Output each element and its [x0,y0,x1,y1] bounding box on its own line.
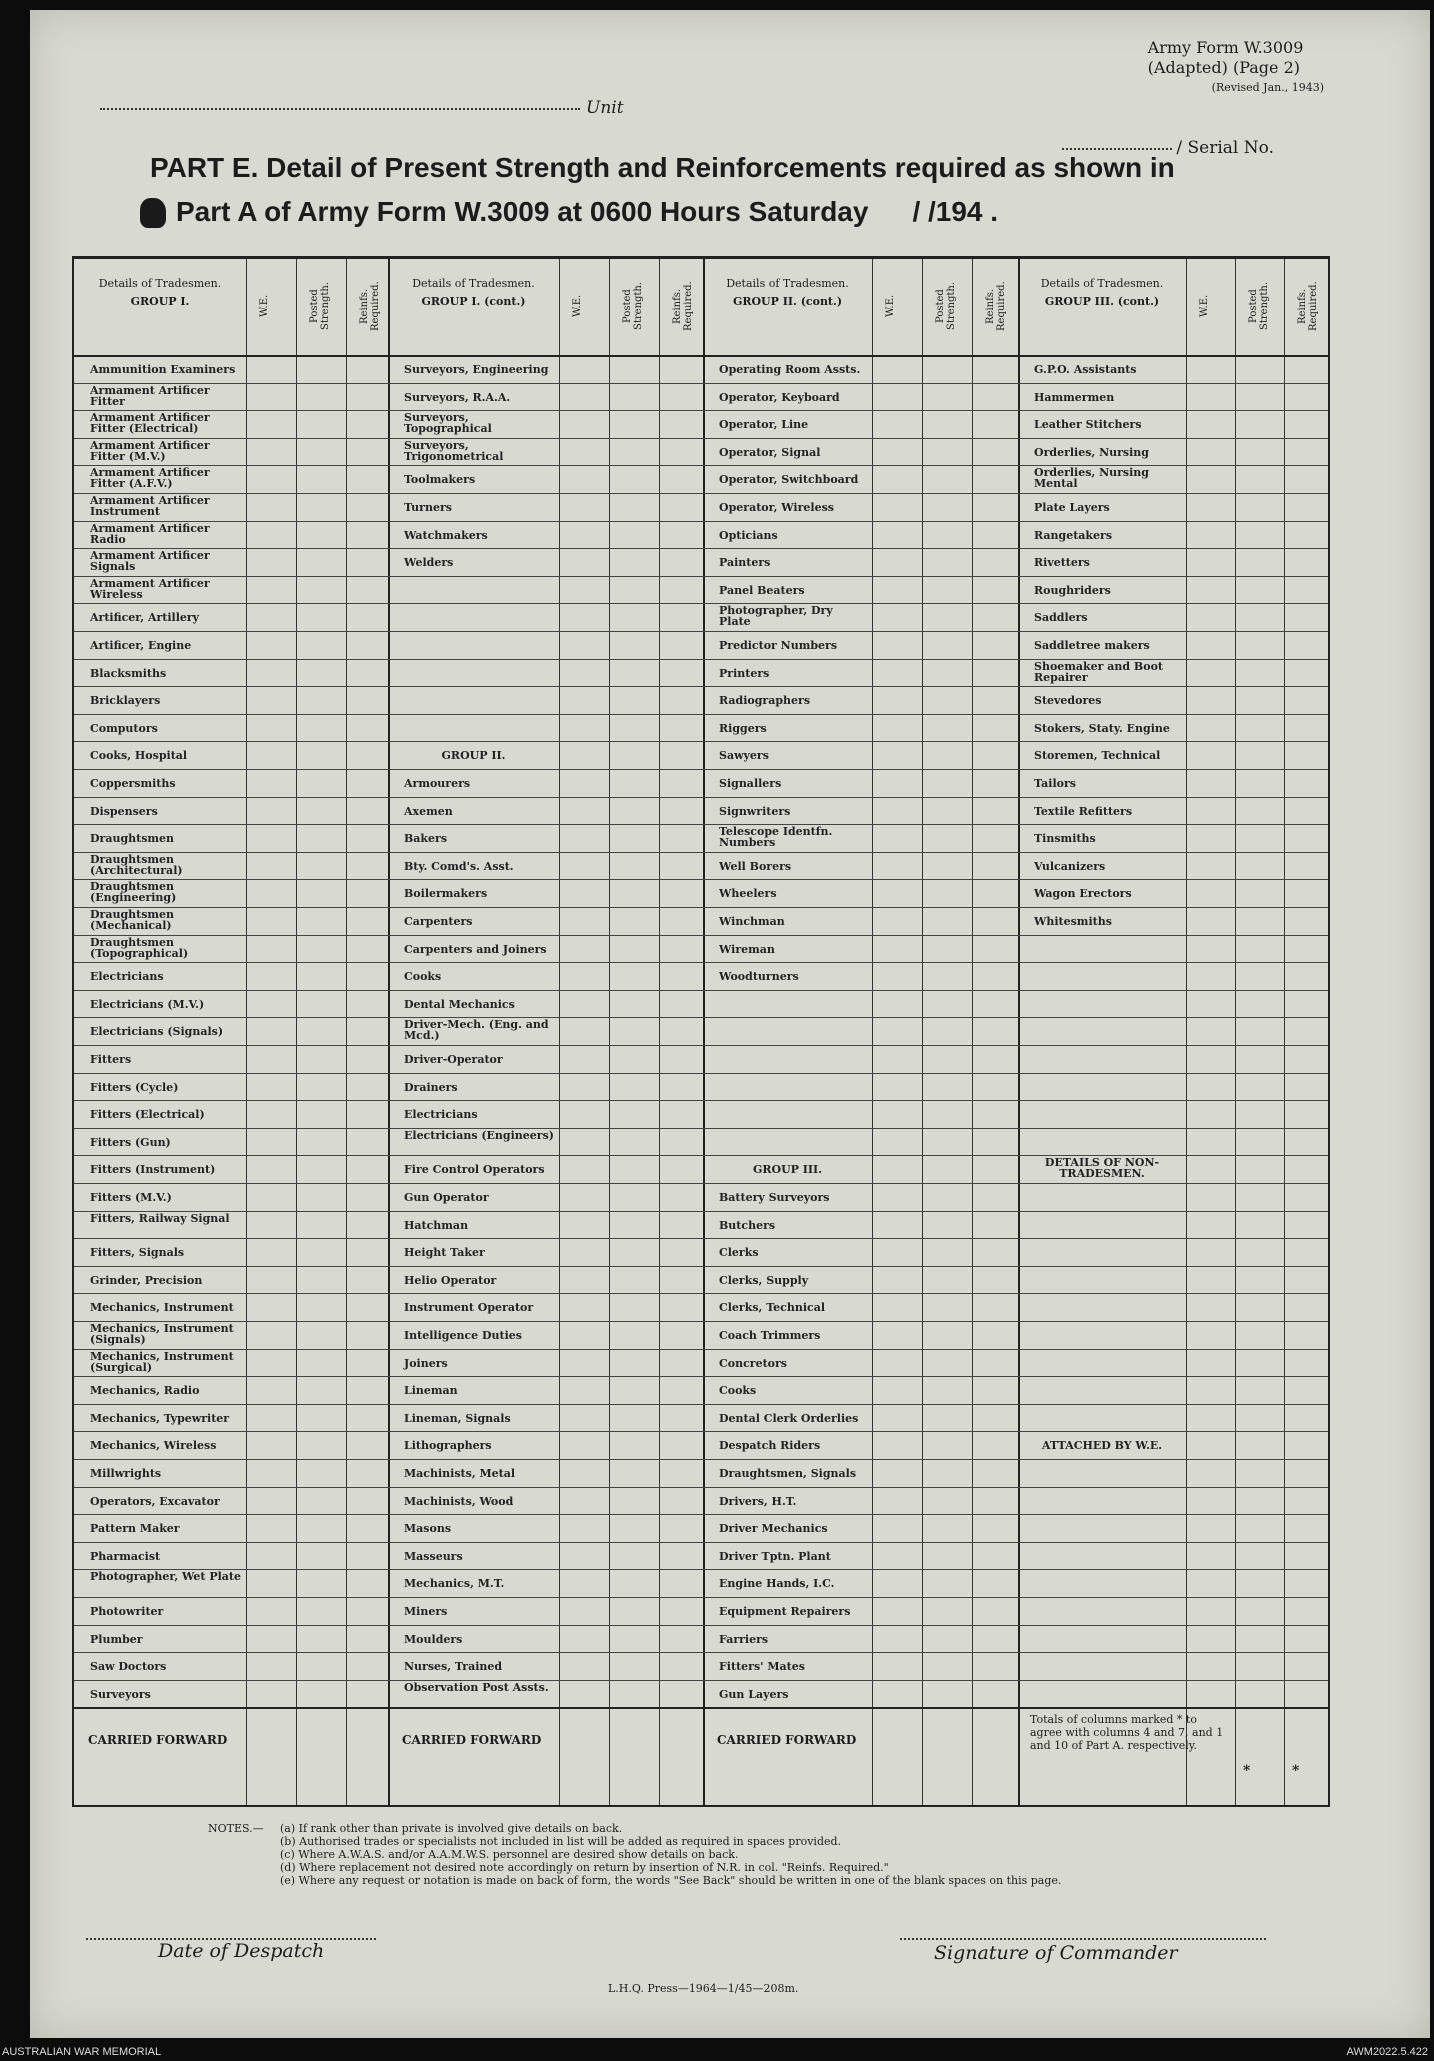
row-rule [74,686,1328,687]
row-label: Millwrights [90,1467,162,1480]
column-heading-posted: Posted Strength. [622,281,644,331]
row-label: Printers [719,666,770,680]
row-label: Operators, Excavator [90,1494,220,1508]
row-label: Observation Post Assts. [404,1680,549,1694]
credit-left: AUSTRALIAN WAR MEMORIAL [2,2046,162,2058]
row-label: Draughtsmen (Architectural) [90,852,183,877]
row-rule [74,521,1328,522]
row-label: Bricklayers [90,694,161,708]
row-label: Signwriters [719,804,791,818]
row-rule [74,935,1328,936]
column-divider [659,259,660,1805]
row-label: Mechanics, Instrument [90,1301,234,1315]
row-label: Lineman [404,1384,458,1398]
row-label: Artificer, Engine [90,639,192,652]
row-label: Gun Operator [404,1191,489,1204]
row-label: Electricians [90,970,164,984]
row-label: Coach Trimmers [719,1329,821,1342]
row-rule [74,631,1328,632]
note-item: (e) Where any request or notation is made on back of form, the words "See Back" should be written in one of the blank spaces on this page. [280,1874,1062,1887]
note-item: (b) Authorised trades or specialists not included in list will be added as required in spaces provided. [280,1835,842,1848]
column-heading-posted: Posted Strength. [1248,281,1270,331]
unit-blank [100,108,580,110]
row-label: Lithographers [404,1439,492,1453]
group-heading: GROUP III. (cont.) [1044,295,1160,308]
press-imprint: L.H.Q. Press—1964—1/45—208m. [608,1982,799,1995]
column-heading-we: W.E. [572,294,583,318]
row-label: Driver-Operator [404,1053,503,1066]
row-label: Driver Tptn. Plant [719,1549,831,1563]
row-label: Butchers [719,1218,776,1232]
totals-note: Totals of columns marked * to agree with columns 4 and 7, and 1 and 10 of Part A. respectively. [1030,1713,1224,1753]
group-divider [703,259,705,1805]
row-label: Telescope Identfn. Numbers [719,825,833,850]
details-of-tradesmen: Details of Tradesmen. [1040,277,1164,290]
row-rule [74,576,1328,577]
row-label: Plumber [90,1632,143,1646]
row-label: Lineman, Signals [404,1411,511,1425]
row-label: Armament Artificer Wireless [90,576,210,601]
row-label: Farriers [719,1632,769,1646]
row-label: Saw Doctors [90,1660,167,1674]
row-label: Fitters (Cycle) [90,1080,179,1094]
column-divider [246,259,247,1805]
row-label: Whitesmiths [1034,915,1112,928]
row-label: Armament Artificer Signals [90,549,210,574]
row-label: Battery Surveyors [719,1191,830,1204]
row-rule [74,1652,1328,1653]
row-label: Draughtsmen (Topographical) [90,935,189,960]
asterisk-mark: * [1243,1763,1251,1780]
note-item: (a) If rank other than private is involved give details on back. [280,1822,623,1835]
row-label: Opticians [719,528,778,542]
row-rule [74,1680,1328,1681]
row-label: Wireman [719,942,775,956]
column-heading-posted: Posted Strength. [309,281,331,331]
group-divider [1018,259,1020,1805]
row-label: Cooks, Hospital [90,749,188,763]
row-label: Ammunition Examiners [90,363,236,376]
column-heading-we: W.E. [1199,294,1210,318]
row-label: Orderlies, Nursing Mental [1034,466,1149,491]
row-label: Armament Artificer Fitter (A.F.V.) [90,466,210,491]
row-rule [74,1293,1328,1294]
row-label: Saddlers [1034,611,1088,625]
row-label: Operator, Switchboard [719,473,859,487]
note-item: (c) Where A.W.A.S. and/or A.A.M.W.S. personnel are desired show details on back. [280,1848,739,1861]
row-label: Surveyors, Engineering [404,363,549,376]
form-line-1: Army Form W.3009 [1147,38,1304,57]
row-rule [74,659,1328,660]
row-rule [74,1569,1328,1570]
row-label: Engine Hands, I.C. [719,1577,835,1591]
group-heading: GROUP I. [130,295,190,308]
row-label: Electricians (Signals) [90,1025,224,1039]
row-label: Fitters, Railway Signal [90,1211,230,1225]
row-label: Photowriter [90,1605,164,1618]
row-label: Sawyers [719,749,769,763]
row-label: Concretors [719,1356,787,1370]
form-line-2: (Adapted) (Page 2) [1147,58,1300,77]
row-label: Armament Artificer Fitter [90,383,210,408]
row-label: Carpenters [404,915,473,928]
row-label: Roughriders [1034,583,1111,597]
column-divider [296,259,297,1805]
row-label: Drainers [404,1080,458,1094]
row-label: Storemen, Technical [1034,749,1161,763]
row-label: Joiners [404,1356,448,1370]
unit-label: Unit [586,98,624,118]
row-label: Draughtsmen, Signals [719,1467,857,1480]
row-label: Fire Control Operators [404,1163,545,1177]
details-of-tradesmen: Details of Tradesmen. [726,277,849,290]
row-label: Operator, Signal [719,445,821,459]
row-label: Electricians (M.V.) [90,997,205,1011]
row-label: Surveyors, R.A.A. [404,390,511,404]
row-label: Masons [404,1522,452,1536]
row-label: Vulcanizers [1034,859,1106,873]
row-label: Blacksmiths [90,666,167,680]
column-divider [1186,259,1187,1805]
row-label: Surveyors, Topographical [404,411,492,436]
row-label: Woodturners [719,970,799,984]
column-heading-details [78,277,242,309]
row-label: Welders [404,556,454,570]
row-rule [74,962,1328,963]
row-label: Panel Beaters [719,583,805,597]
column-heading-we: W.E. [259,294,270,318]
row-label: Fitters (Electrical) [90,1108,205,1122]
row-label: Rangetakers [1034,528,1113,542]
row-label: Mechanics, Instrument (Surgical) [90,1349,234,1374]
row-label: Fitters (Instrument) [90,1163,216,1177]
row-rule [74,769,1328,770]
row-rule [74,1349,1328,1350]
row-label: Tinsmiths [1034,832,1096,846]
row-label: Mechanics, Wireless [90,1439,217,1453]
row-label: Rivetters [1034,556,1090,570]
form-line-3: (Revised Jan., 1943) [1211,81,1324,94]
row-label: Armourers [404,777,471,790]
credit-right: AWM2022.5.422 [1346,2046,1428,2058]
column-divider [609,259,610,1805]
row-label: Coppersmiths [90,777,176,790]
column-divider [1284,259,1285,1805]
row-label: Nurses, Trained [404,1660,503,1674]
title-line-2: Part A of Army Form W.3009 at 0600 Hours Saturday [176,196,869,227]
row-label: Pharmacist [90,1549,161,1563]
row-label: Operating Room Assts. [719,363,861,376]
row-label: Operator, Line [719,418,809,432]
row-label: Predictor Numbers [719,639,838,652]
row-label: Electricians [404,1108,478,1122]
row-label: Instrument Operator [404,1301,534,1315]
row-label: Cooks [404,970,442,984]
row-rule [74,1238,1328,1239]
row-label: Boilermakers [404,887,488,901]
asterisk-mark: * [1292,1763,1300,1780]
row-label: Turners [404,501,452,514]
ink-blot [140,198,166,228]
row-label: Hammermen [1034,390,1115,404]
row-label: Stokers, Staty. Engine [1034,721,1170,735]
row-rule [74,1211,1328,1212]
row-rule [74,1321,1328,1322]
column-heading-reinfs: Reinfs. Required. [1297,281,1319,331]
row-label: Dental Mechanics [404,997,515,1011]
row-rule [74,1128,1328,1129]
row-label: Operator, Wireless [719,501,834,514]
row-label: Intelligence Duties [404,1329,522,1342]
row-label: Surveyors, Trigonometrical [404,438,504,463]
row-rule [74,438,1328,439]
column-heading-we: W.E. [885,294,896,318]
row-rule [74,1266,1328,1267]
row-rule [74,1597,1328,1598]
row-label: Clerks, Technical [719,1301,825,1315]
row-label: Moulders [404,1632,463,1646]
row-rule [74,1183,1328,1184]
title-line-2-wrap [150,196,1310,228]
signature-blank [900,1938,1266,1940]
column-divider [346,259,347,1805]
title-line-1: PART E. Detail of Present Strength and Reinforcements required as shown in [150,152,1175,183]
date-of-despatch-label: Date of Despatch [158,1940,325,1962]
row-label: Armament Artificer Instrument [90,494,210,518]
column-heading-reinfs: Reinfs. Required. [985,281,1007,331]
row-label: Fitters, Signals [90,1246,185,1260]
row-label: Tailors [1034,777,1076,790]
notes-block [208,1822,1061,1887]
group-divider [388,259,390,1805]
row-label: Dispensers [90,804,158,818]
row-rule [74,548,1328,549]
row-rule [74,1459,1328,1460]
column-divider [972,259,973,1805]
row-label: Mechanics, M.T. [404,1577,505,1591]
group-heading: GROUP I. (cont.) [421,295,526,308]
row-rule [74,1404,1328,1405]
title-date: / /194 . [912,196,999,227]
row-label: Gun Layers [719,1687,789,1701]
row-label: Textile Refitters [1034,804,1133,818]
row-label: Miners [404,1605,448,1618]
row-label: Height Taker [404,1246,485,1260]
row-label: Surveyors [90,1687,151,1701]
column-heading-details [1022,277,1182,309]
row-rule [74,410,1328,411]
row-label: Machinists, Metal [404,1467,516,1480]
row-label: Hatchman [404,1218,469,1232]
row-rule [74,383,1328,384]
row-label: Shoemaker and Boot Repairer [1034,659,1163,684]
row-label: Riggers [719,721,767,735]
row-label: Mechanics, Typewriter [90,1411,230,1425]
row-rule [74,1487,1328,1488]
signature-label: Signature of Commander [934,1942,1178,1964]
column-divider [1235,259,1236,1805]
unit-field [100,98,660,118]
row-rule [74,465,1328,466]
row-label: Wagon Erectors [1034,887,1132,901]
row-label: Driver-Mech. (Eng. and Mcd.) [404,1018,549,1043]
group-heading: GROUP II. (cont.) [732,295,843,308]
row-label: Helio Operator [404,1273,497,1287]
row-label: Artificer, Artillery [90,611,200,625]
row-rule [74,1514,1328,1515]
row-label: Radiographers [719,694,811,708]
row-label: Pattern Maker [90,1522,180,1536]
row-label: Clerks [719,1246,759,1260]
row-label: Bty. Comd's. Asst. [404,859,514,873]
row-rule [74,1017,1328,1018]
row-rule [74,852,1328,853]
row-label: Photographer, Dry Plate [719,604,833,629]
row-label: Machinists, Wood [404,1494,514,1508]
row-label: Drivers, H.T. [719,1494,797,1508]
row-label: Leather Stitchers [1034,418,1142,432]
row-label: Axemen [404,804,453,818]
serial-slash: / [1176,138,1183,158]
row-label: Wheelers [719,887,777,901]
row-label: Draughtsmen [90,832,175,846]
row-label: Draughtsmen (Mechanical) [90,908,175,932]
row-rule [74,1073,1328,1074]
row-label: Draughtsmen (Engineering) [90,880,177,905]
row-label: Despatch Riders [719,1439,821,1453]
carried-forward-label: CARRIED FORWARD [717,1733,857,1748]
row-label: Clerks, Supply [719,1273,809,1287]
row-rule [74,714,1328,715]
row-label: Electricians (Engineers) [404,1128,554,1142]
column-heading-reinfs: Reinfs. Required. [672,281,694,331]
row-label: Watchmakers [404,528,488,542]
row-label: Plate Layers [1034,501,1110,514]
details-of-tradesmen: Details of Tradesmen. [412,277,535,290]
row-rule [74,879,1328,880]
row-rule [74,1625,1328,1626]
column-divider [559,259,560,1805]
row-rule [74,990,1328,991]
row-label: Mechanics, Instrument (Signals) [90,1322,234,1346]
header-rule [74,355,1328,357]
serial-blank [1062,148,1172,150]
details-of-tradesmen: Details of Tradesmen. [98,277,222,290]
row-label: Operator, Keyboard [719,390,840,404]
row-rule [74,493,1328,494]
row-rule [74,603,1328,604]
row-rule [74,907,1328,908]
page-title [150,152,1310,228]
row-label: Armament Artificer Radio [90,521,210,546]
strength-table [72,256,1330,1807]
column-heading-details [707,277,868,309]
row-label: Fitters [90,1053,132,1066]
row-rule [74,1155,1328,1156]
row-label: Winchman [719,915,785,928]
row-label: Bakers [404,832,448,846]
row-label: Painters [719,556,771,570]
row-rule [74,1542,1328,1543]
carried-forward-label: CARRIED FORWARD [402,1733,542,1748]
row-rule [74,1100,1328,1101]
row-rule [74,1431,1328,1432]
row-rule [74,1376,1328,1377]
form-identifier [1148,38,1324,98]
row-rule [74,741,1328,742]
row-label: Fitters (M.V.) [90,1191,172,1204]
row-label: GROUP II. [441,749,506,763]
row-rule [74,1045,1328,1046]
note-item: (d) Where replacement not desired note accordingly on return by insertion of N.R. in col. "Reinfs. Required." [280,1861,889,1874]
row-label: Mechanics, Radio [90,1384,200,1398]
row-label: Equipment Repairers [719,1605,851,1618]
row-label: Driver Mechanics [719,1522,828,1536]
row-label: ATTACHED BY W.E. [1041,1439,1163,1453]
row-label: G.P.O. Assistants [1034,363,1137,376]
row-rule [74,797,1328,798]
row-label: Masseurs [404,1549,463,1563]
row-label: Armament Artificer Fitter (M.V.) [90,438,210,463]
column-heading-posted: Posted Strength. [935,281,957,331]
row-label: Signallers [719,777,782,790]
notes-label: NOTES.— [208,1822,264,1835]
row-label: Well Borers [719,859,792,873]
column-heading-reinfs: Reinfs. Required. [359,281,381,331]
row-label: GROUP III. [752,1163,823,1177]
row-label: Photographer, Wet Plate [90,1570,242,1584]
row-label: DETAILS OF NON-TRADESMEN. [1044,1156,1160,1181]
row-label: Orderlies, Nursing [1034,445,1149,459]
serial-label: Serial No. [1187,138,1274,158]
row-label: Grinder, Precision [90,1273,203,1287]
row-rule [74,1707,1328,1709]
notes-list [280,1822,1061,1887]
row-label: Stevedores [1034,694,1102,708]
row-label: Saddletree makers [1034,639,1150,652]
column-divider [872,259,873,1805]
row-label: Cooks [719,1384,757,1398]
row-label: Fitters (Gun) [90,1135,171,1149]
row-label: Toolmakers [404,473,476,487]
column-divider [922,259,923,1805]
row-rule [74,824,1328,825]
row-label: Fitters' Mates [719,1660,805,1674]
column-heading-details [392,277,555,309]
row-label: Dental Clerk Orderlies [719,1411,859,1425]
row-label: Armament Artificer Fitter (Electrical) [90,411,210,436]
carried-forward-label: CARRIED FORWARD [88,1733,228,1748]
row-label: Carpenters and Joiners [404,942,547,956]
row-label: Computors [90,721,158,735]
